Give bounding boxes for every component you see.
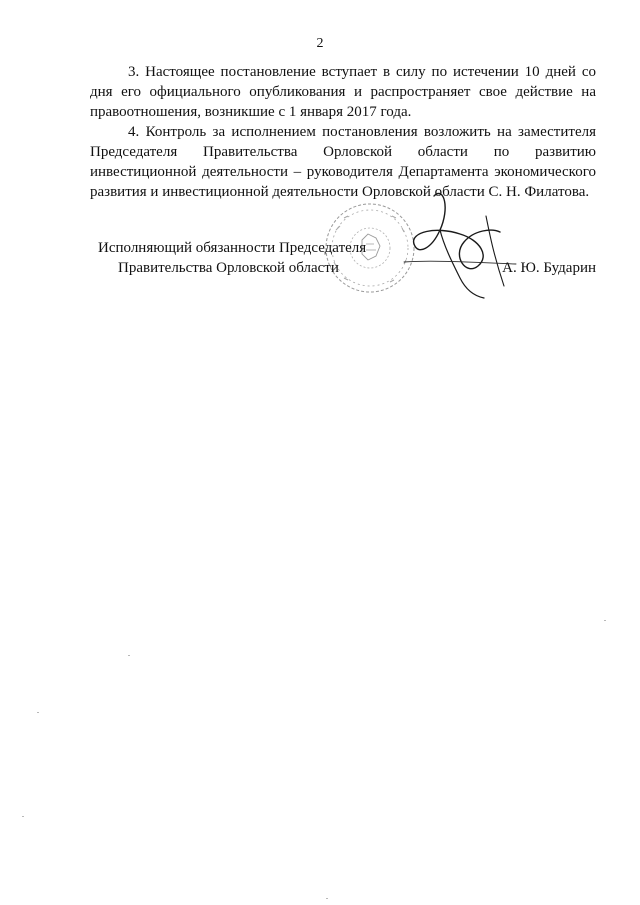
signer-title-line-2: Правительства Орловской области xyxy=(118,260,339,276)
document-body xyxy=(90,62,596,202)
scan-speck xyxy=(22,816,24,817)
signature-block xyxy=(0,238,640,318)
scan-speck xyxy=(37,712,39,713)
signer-name: А. Ю. Бударин xyxy=(502,260,596,276)
scan-speck xyxy=(128,655,130,656)
signer-title-line-1: Исполняющий обязанности Председателя xyxy=(98,240,367,256)
scan-speck xyxy=(326,898,328,899)
scan-speck xyxy=(604,620,606,621)
paragraph-4: 4. Контроль за исполнением постановления возложить на заместителя Председателя Правительства Орловской области по развитию инвестиционной деятельности – руководителя Департамента экономического развития и инвестиционной деятельности Орловской области С. Н. Филатова. xyxy=(90,124,596,200)
paragraph-3: 3. Настоящее постановление вступает в силу по истечении 10 дней со дня его официального опубликования и распространяет свое действие на правоотношения, возникшие с 1 января 2017 года. xyxy=(90,64,596,120)
page-number: 2 xyxy=(316,36,324,51)
